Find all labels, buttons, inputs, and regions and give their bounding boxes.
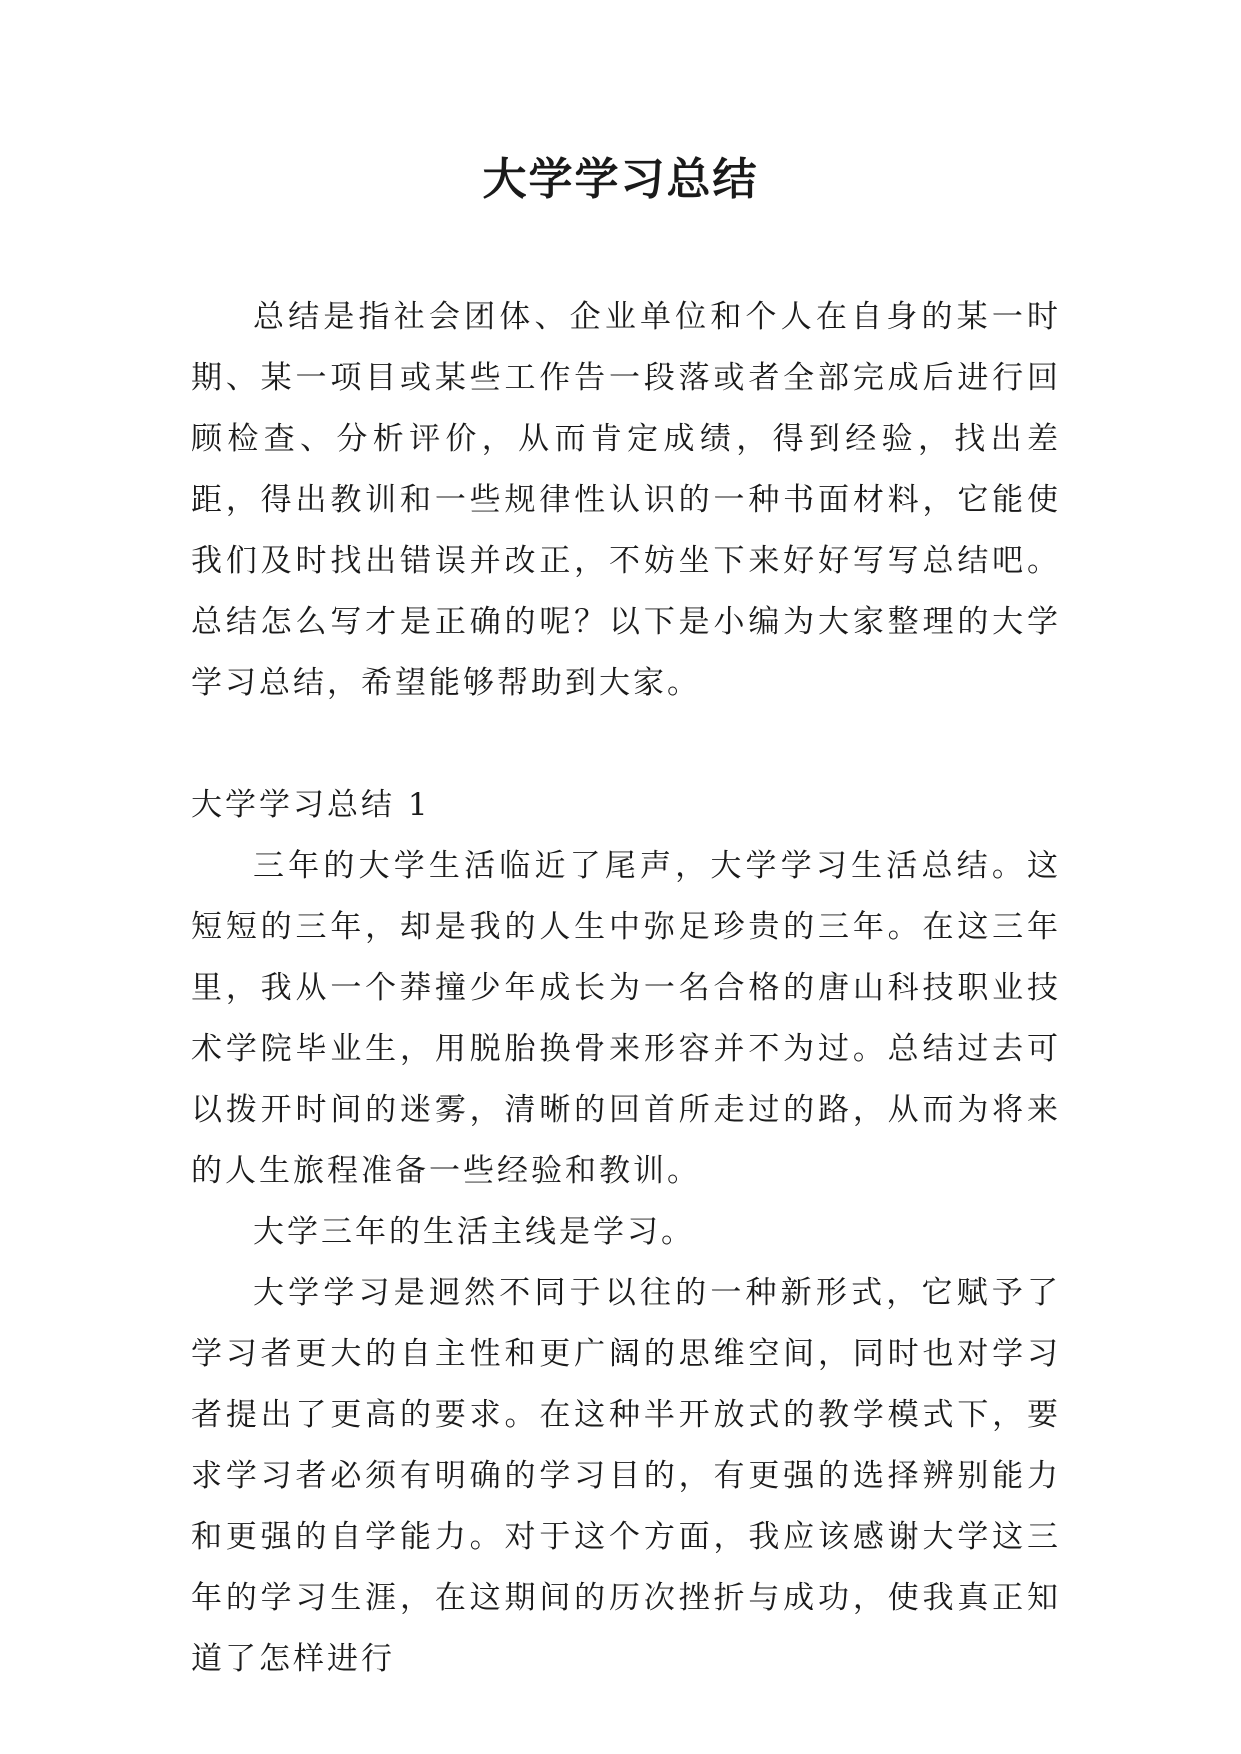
section-heading: 大学学习总结 1	[191, 787, 431, 823]
intro-paragraph: 总结是指社会团体、企业单位和个人在自身的某一时期、某一项目或某些工作告一段落或者全部完成后进行回顾检查、分析评价，从而肯定成绩，得到经验，找出差距，得出教训和一些规律性认识的一种书面材料，它能使我们及时找出错误并改正，不妨坐下来好好写写总结吧。总结怎么写才是正确的呢？以下是小编为大家整理的大学学习总结，希望能够帮助到大家。	[191, 299, 1061, 701]
body-paragraph: 大学三年的生活主线是学习。	[253, 1214, 695, 1250]
document-body	[191, 287, 1061, 1690]
paragraph-spacer	[191, 714, 1061, 775]
body-paragraph: 大学学习是迥然不同于以往的一种新形式，它赋予了学习者更大的自主性和更广阔的思维空间，同时也对学习者提出了更高的要求。在这种半开放式的教学模式下，要求学习者必须有明确的学习目的，有更强的选择辨别能力和更强的自学能力。对于这个方面，我应该感谢大学这三年的学习生涯，在这期间的历次挫折与成功，使我真正知道了怎样进行	[191, 1275, 1061, 1677]
body-paragraph: 三年的大学生活临近了尾声，大学学习生活总结。这短短的三年，却是我的人生中弥足珍贵的三年。在这三年里，我从一个莽撞少年成长为一名合格的唐山科技职业技术学院毕业生，用脱胎换骨来形容并不为过。总结过去可以拨开时间的迷雾，清晰的回首所走过的路，从而为将来的人生旅程准备一些经验和教训。	[191, 848, 1061, 1189]
document-title: 大学学习总结	[482, 154, 759, 205]
